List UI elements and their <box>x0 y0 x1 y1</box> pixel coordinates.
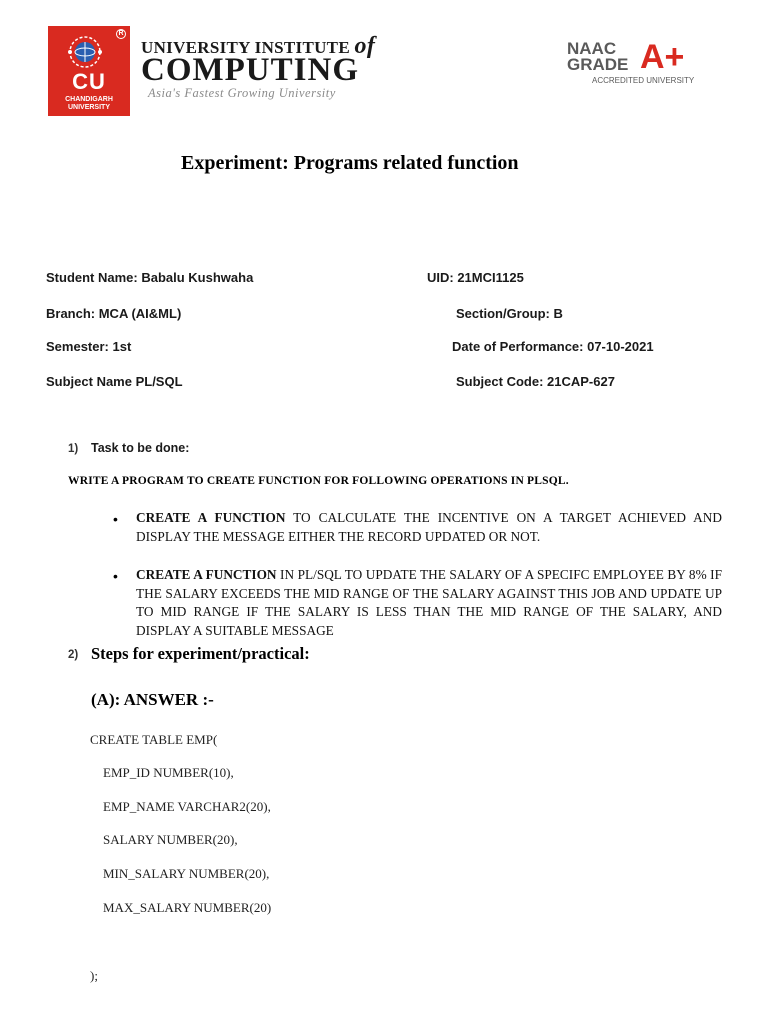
bullet-2-body: IN PL/SQL TO UPDATE THE SALARY OF A SPECIFC EMPLOYEE BY 8% IF THE SALARY EXCEEDS THE MID RANGE OF THE SALARY AGAINST THIS JOB AND UPDATE UP TO MID RANGE IF THE SALARY IS LESS THAN THE MID RANGE OF THE SALARY, AND DISPLAY A SUITABLE MESSAGE <box>136 567 722 638</box>
naac-badge <box>567 40 695 88</box>
date-of-performance: Date of Performance: 07-10-2021 <box>452 339 654 354</box>
page-title: Experiment: Programs related function <box>181 152 519 174</box>
bullet-2-icon: • <box>113 568 118 584</box>
institute-of-text: of <box>354 33 376 59</box>
section-group: Section/Group: B <box>456 306 563 321</box>
answer-heading: (A): ANSWER :- <box>91 690 214 709</box>
bullet-1-bold: CREATE A FUNCTION <box>136 510 286 525</box>
naac-grade-word: GRADE <box>567 55 629 74</box>
bullet-1-text <box>136 509 722 546</box>
institute-line1-text: UNIVERSITY INSTITUTE <box>141 38 355 57</box>
naac-label: NAAC <box>567 39 617 58</box>
subject-name: Subject Name PL/SQL <box>46 374 183 389</box>
institute-name-line2: COMPUTING <box>141 52 359 88</box>
bullet-2-text <box>136 566 722 640</box>
subject-code: Subject Code: 21CAP-627 <box>456 374 615 389</box>
naac-grade-value: A+ <box>640 38 685 76</box>
code-line: EMP_NAME VARCHAR2(20), <box>103 799 271 814</box>
steps-heading: Steps for experiment/practical: <box>91 644 310 663</box>
steps-number: 2) <box>68 649 79 661</box>
globe-seal-icon <box>62 32 108 72</box>
task-number: 1) <box>68 443 79 455</box>
bullet-1-body: TO CALCULATE THE INCENTIVE ON A TARGET ACHIEVED AND DISPLAY THE MESSAGE EITHER THE RECORD UPDATED OR NOT. <box>136 510 722 544</box>
code-line: CREATE TABLE EMP( <box>90 732 218 747</box>
code-line: MAX_SALARY NUMBER(20) <box>103 900 272 915</box>
naac-accredited-text: ACCREDITED UNIVERSITY <box>592 76 695 85</box>
registered-mark-icon: R <box>116 29 126 39</box>
student-uid: UID: 21MCI1125 <box>427 270 524 285</box>
university-logo <box>48 26 130 116</box>
semester: Semester: 1st <box>46 339 132 354</box>
bullet-1-icon: • <box>113 511 118 527</box>
code-line: ); <box>90 968 98 983</box>
logo-cu-text: CU <box>72 69 106 94</box>
task-instruction: WRITE A PROGRAM TO CREATE FUNCTION FOR FOLLOWING OPERATIONS IN PLSQL. <box>68 475 569 487</box>
logo-university-text: CHANDIGARH UNIVERSITY <box>65 96 113 111</box>
task-label: Task to be done: <box>91 441 190 455</box>
student-name: Student Name: Babalu Kushwaha <box>46 270 254 285</box>
code-line: MIN_SALARY NUMBER(20), <box>103 866 270 881</box>
branch: Branch: MCA (AI&ML) <box>46 306 182 321</box>
institute-tagline: Asia's Fastest Growing University <box>148 86 336 100</box>
code-line: EMP_ID NUMBER(10), <box>103 765 234 780</box>
bullet-2-bold: CREATE A FUNCTION <box>136 567 277 582</box>
code-line: SALARY NUMBER(20), <box>103 832 238 847</box>
